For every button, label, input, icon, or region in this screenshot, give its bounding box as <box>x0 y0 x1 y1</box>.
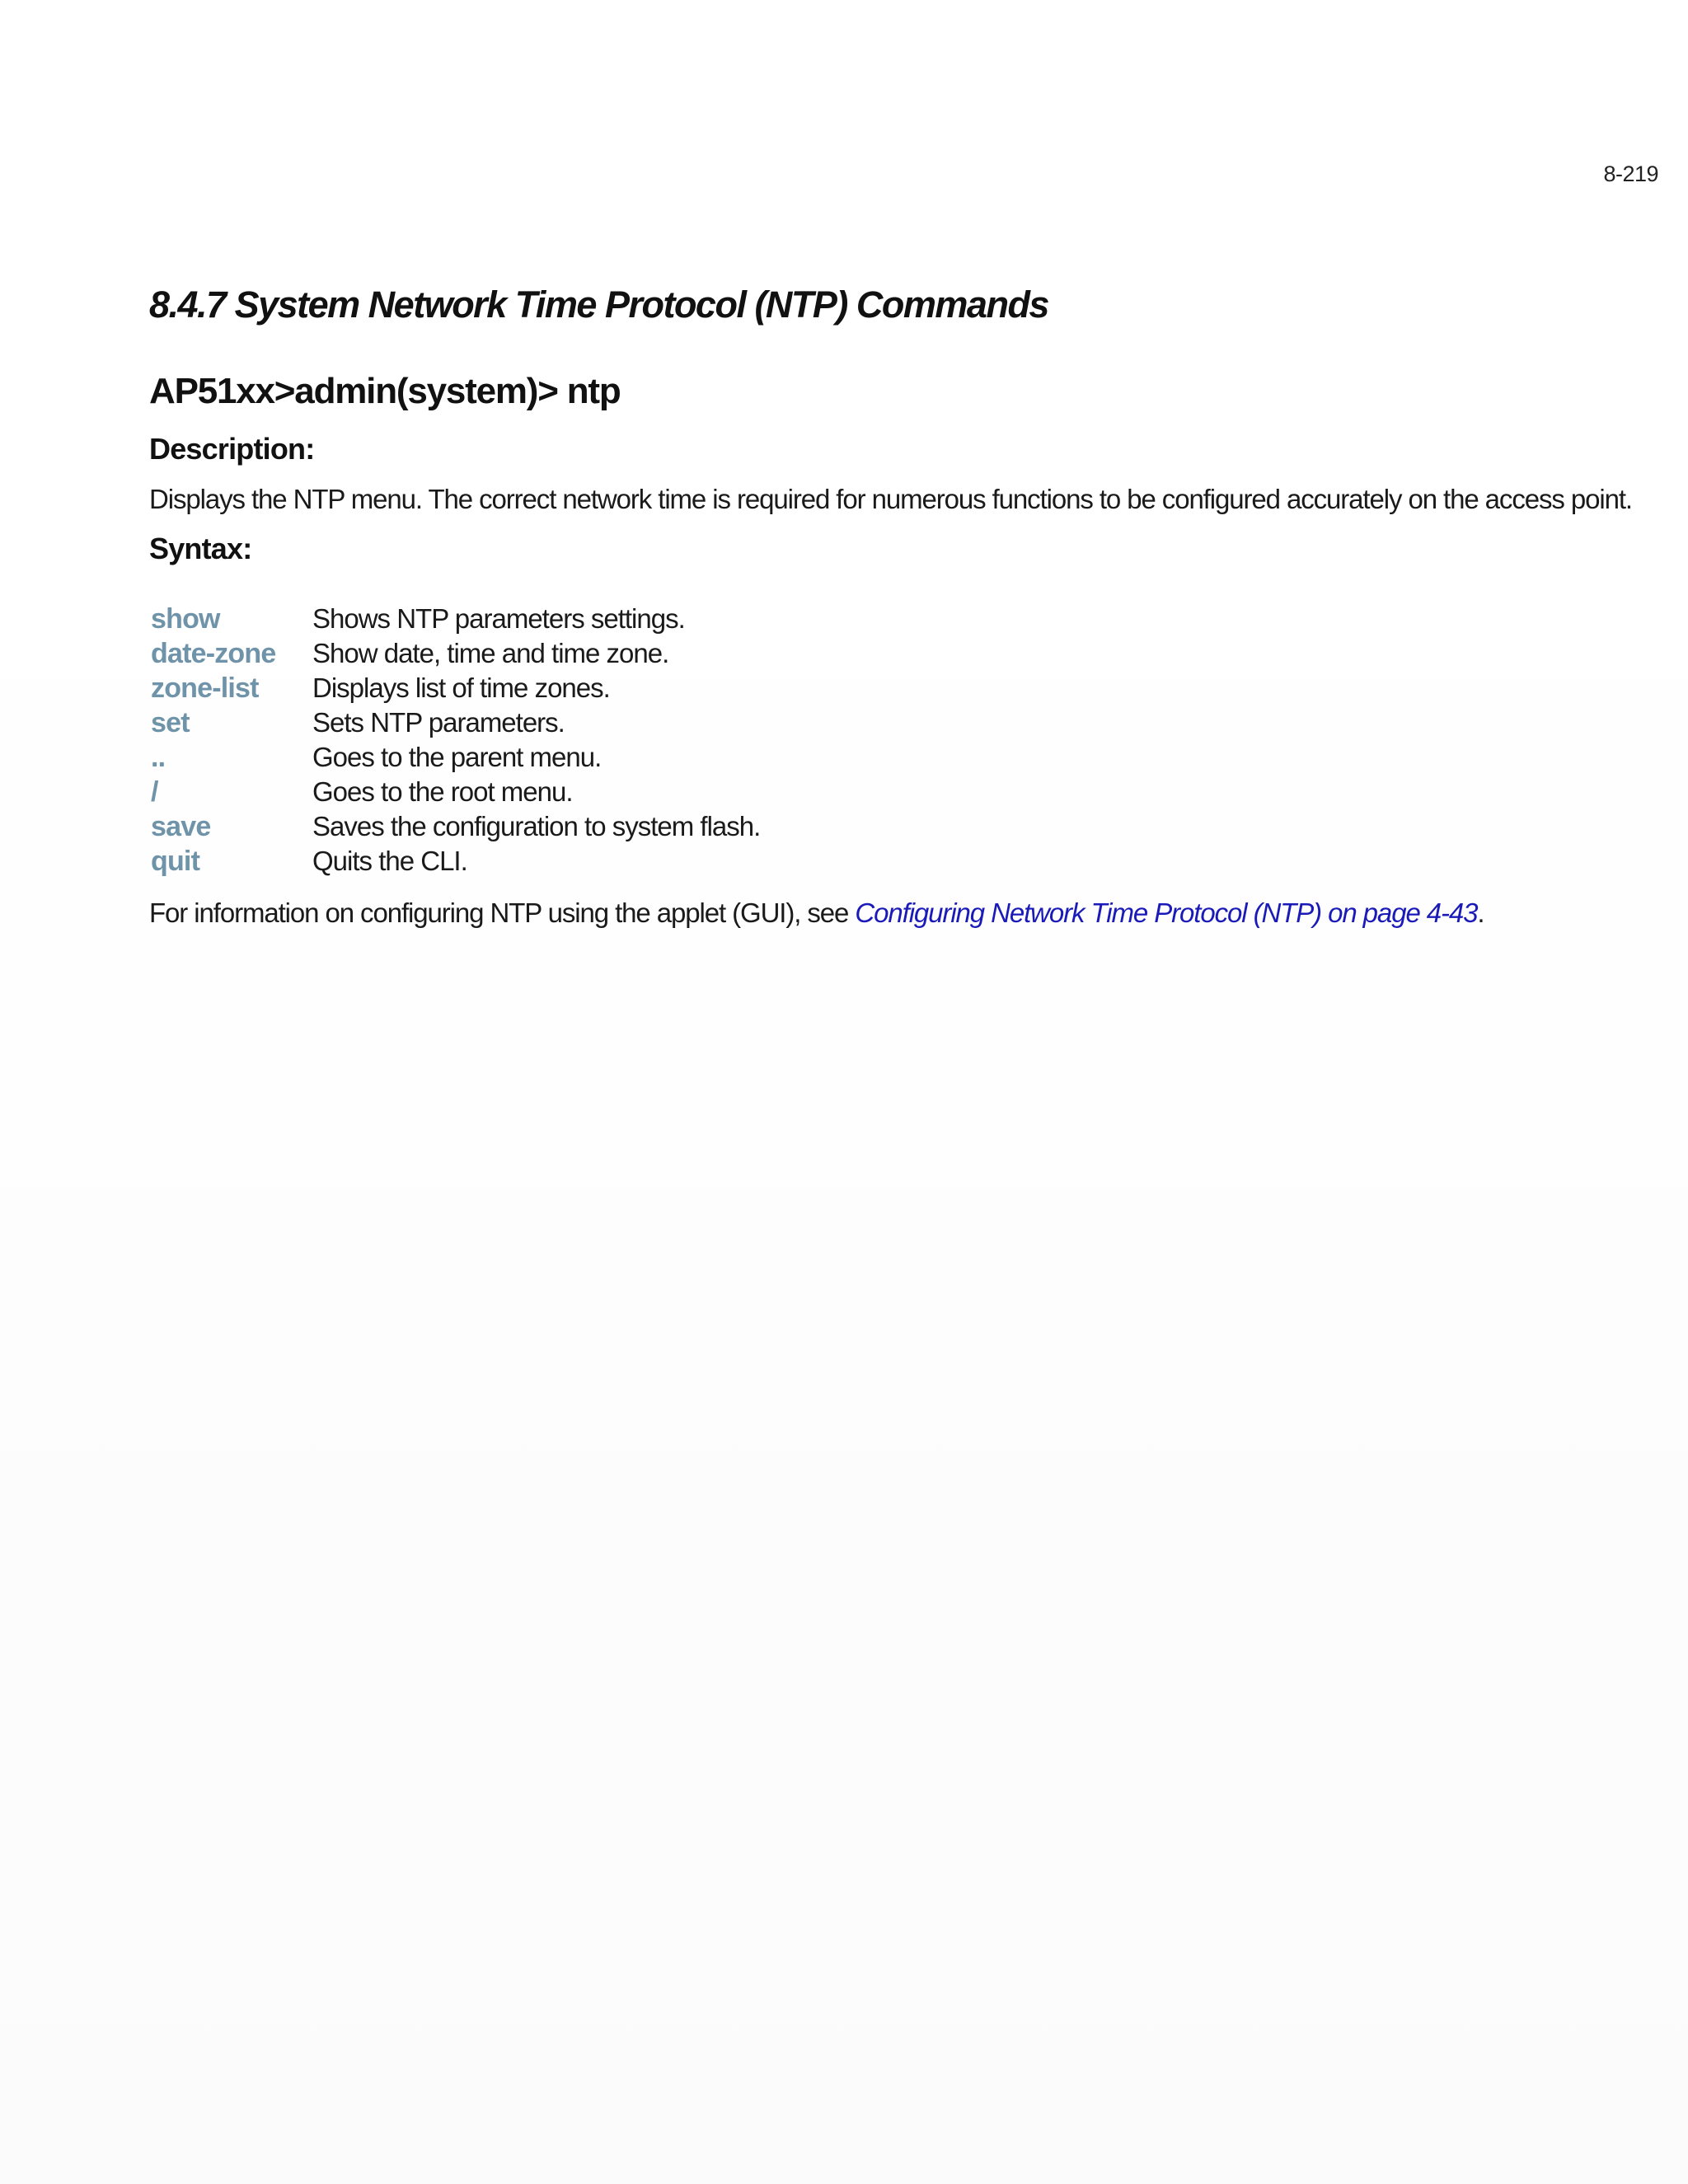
syntax-command: save <box>151 810 211 842</box>
syntax-row <box>149 740 760 775</box>
page-content <box>149 284 1633 929</box>
syntax-command: show <box>151 602 220 635</box>
syntax-row <box>149 636 760 671</box>
syntax-row <box>149 602 760 636</box>
ntp-config-link[interactable]: Configuring Network Time Protocol (NTP) on page 4-43 <box>855 897 1478 928</box>
syntax-description: Goes to the root menu. <box>312 776 573 807</box>
page-number: 8-219 <box>1603 162 1658 186</box>
info-suffix: . <box>1477 897 1484 928</box>
syntax-command: zone-list <box>151 672 259 704</box>
syntax-description: Goes to the parent menu. <box>312 741 602 772</box>
syntax-row <box>149 809 760 844</box>
syntax-description: Shows NTP parameters settings. <box>312 602 685 634</box>
command-heading: AP51xx>admin(system)> ntp <box>149 370 621 411</box>
syntax-description: Sets NTP parameters. <box>312 706 565 738</box>
syntax-command: / <box>151 776 158 808</box>
syntax-description: Quits the CLI. <box>312 845 467 876</box>
syntax-description: Show date, time and time zone. <box>312 637 669 668</box>
syntax-description: Displays list of time zones. <box>312 672 610 703</box>
info-paragraph <box>149 897 1633 930</box>
syntax-label: Syntax: <box>149 532 252 566</box>
description-label: Description: <box>149 431 315 466</box>
syntax-row <box>149 705 760 740</box>
description-text: Displays the NTP menu. The correct network time is required for numerous functions to be configured accurately on the access point. <box>149 484 1632 515</box>
info-prefix: For information on configuring NTP using the applet (GUI), see <box>149 897 856 928</box>
syntax-table <box>149 602 760 879</box>
syntax-command: date-zone <box>151 637 276 669</box>
syntax-row <box>149 844 760 879</box>
syntax-description: Saves the configuration to system flash. <box>312 810 761 841</box>
syntax-command: quit <box>151 845 200 877</box>
syntax-command: .. <box>151 741 166 773</box>
section-heading: 8.4.7 System Network Time Protocol (NTP) Commands <box>149 284 1048 326</box>
syntax-row <box>149 671 760 705</box>
syntax-command: set <box>151 706 190 738</box>
syntax-row <box>149 775 760 809</box>
